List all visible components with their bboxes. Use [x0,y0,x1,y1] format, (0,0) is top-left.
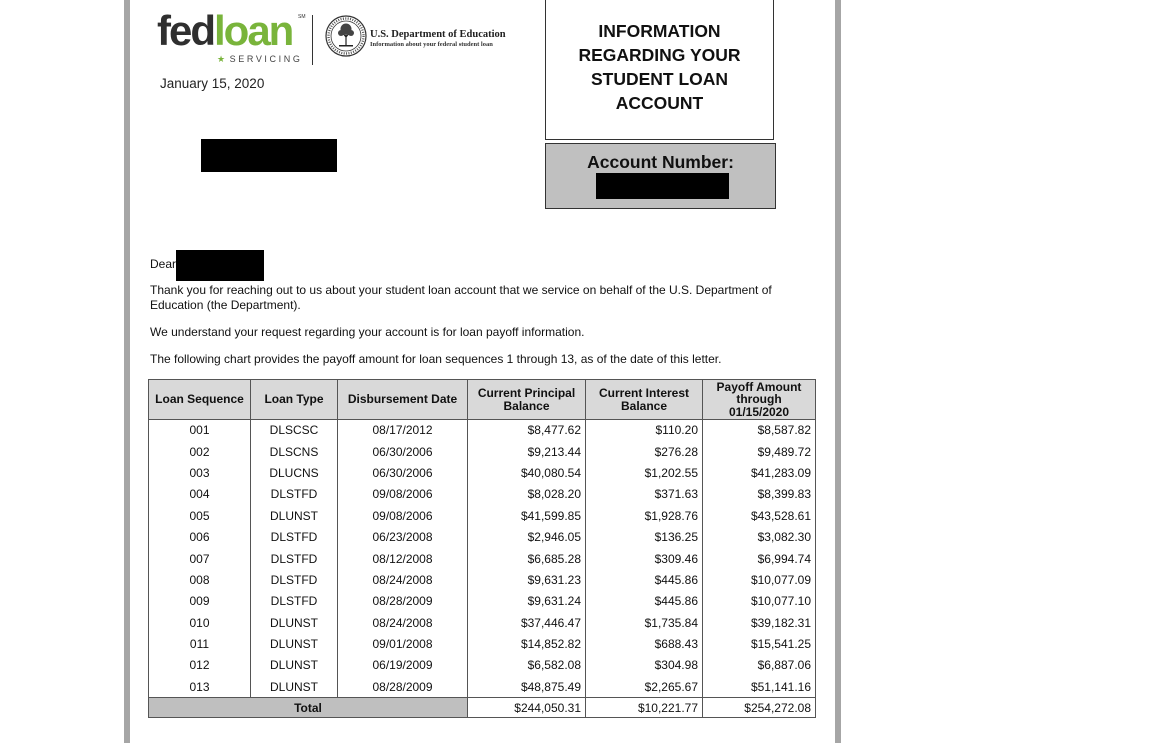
column-header: Loan Sequence [149,380,251,420]
loan-sequence-cell: 013 [149,676,251,697]
loan-type-cell: DLSTFD [251,569,338,590]
total-interest: $10,221.77 [586,698,703,718]
table-row [149,548,816,569]
disbursement-date-cell: 09/08/2006 [338,484,468,505]
table-row [149,569,816,590]
info-title-line: REGARDING YOUR [578,45,741,65]
interest-balance-cell: $309.46 [586,548,703,569]
info-title-line: ACCOUNT [615,93,704,113]
loan-type-cell: DLUNST [251,633,338,654]
loan-sequence-cell: 004 [149,484,251,505]
page-right-edge [835,0,841,743]
payoff-amount-cell: $3,082.30 [703,526,816,547]
disbursement-date-cell: 09/01/2008 [338,633,468,654]
loan-sequence-cell: 012 [149,655,251,676]
payoff-amount-cell: $15,541.25 [703,633,816,654]
logo-divider [312,15,313,65]
principal-balance-cell: $41,599.85 [468,505,586,526]
table-row [149,441,816,462]
principal-balance-cell: $9,631.23 [468,569,586,590]
interest-balance-cell: $371.63 [586,484,703,505]
interest-balance-cell: $304.98 [586,655,703,676]
payoff-amount-cell: $9,489.72 [703,441,816,462]
interest-balance-cell: $1,735.84 [586,612,703,633]
loan-type-cell: DLSTFD [251,526,338,547]
table-row [149,420,816,441]
disbursement-date-cell: 09/08/2006 [338,505,468,526]
table-row [149,484,816,505]
info-title-line: STUDENT LOAN [590,69,729,89]
loan-sequence-cell: 010 [149,612,251,633]
loan-sequence-cell: 011 [149,633,251,654]
info-title-box [545,0,774,140]
loan-sequence-cell: 001 [149,420,251,441]
payoff-amount-cell: $51,141.16 [703,676,816,697]
interest-balance-cell: $1,202.55 [586,462,703,483]
interest-balance-cell: $136.25 [586,526,703,547]
table-header-row [149,380,816,420]
department-tagline: Information about your federal student loan [370,41,493,48]
loan-type-cell: DLSCSC [251,420,338,441]
interest-balance-cell: $276.28 [586,441,703,462]
column-header: Disbursement Date [338,380,468,420]
principal-balance-cell: $14,852.82 [468,633,586,654]
table-row [149,676,816,697]
principal-balance-cell: $9,631.24 [468,591,586,612]
salutation: Dear [150,257,177,271]
disbursement-date-cell: 08/28/2009 [338,591,468,612]
payoff-table [148,379,816,718]
department-name-block [370,29,506,48]
total-principal: $244,050.31 [468,698,586,718]
payoff-amount-cell: $8,399.83 [703,484,816,505]
column-header: Current Principal Balance [468,380,586,420]
table-row [149,633,816,654]
loan-type-cell: DLSTFD [251,548,338,569]
account-number-label: Account Number: [587,152,734,172]
principal-balance-cell: $37,446.47 [468,612,586,633]
payoff-amount-cell: $6,994.74 [703,548,816,569]
principal-balance-cell: $8,477.62 [468,420,586,441]
table-row [149,462,816,483]
payoff-amount-cell: $39,182.31 [703,612,816,633]
paragraph-request: We understand your request regarding your account is for loan payoff information. [150,325,585,339]
payoff-amount-cell: $10,077.09 [703,569,816,590]
info-title-line: INFORMATION [598,21,721,41]
department-seal-icon [325,15,367,57]
total-payoff: $254,272.08 [703,698,816,718]
principal-balance-cell: $6,582.08 [468,655,586,676]
payoff-amount-cell: $6,887.06 [703,655,816,676]
info-title [546,19,773,115]
loan-type-cell: DLUNST [251,655,338,676]
interest-balance-cell: $110.20 [586,420,703,441]
principal-balance-cell: $9,213.44 [468,441,586,462]
disbursement-date-cell: 06/30/2006 [338,462,468,483]
loan-type-cell: DLSTFD [251,484,338,505]
paragraph-chart-intro: The following chart provides the payoff amount for loan sequences 1 through 13, as of the date of this letter. [150,352,722,366]
loan-sequence-cell: 003 [149,462,251,483]
redacted-account-number [596,173,729,199]
logo-fed-text: fed [157,7,214,54]
table-total-row [149,698,816,718]
payoff-amount-cell: $43,528.61 [703,505,816,526]
interest-balance-cell: $688.43 [586,633,703,654]
paragraph-intro: Thank you for reaching out to us about your student loan account that we service on behalf of the U.S. Department of Education (the Department). [150,283,772,312]
loan-type-cell: DLUNST [251,505,338,526]
loan-type-cell: DLUNST [251,676,338,697]
disbursement-date-cell: 08/28/2009 [338,676,468,697]
star-icon: ★ [217,54,228,64]
redacted-addressee [176,250,264,281]
table-row [149,655,816,676]
payoff-amount-cell: $8,587.82 [703,420,816,441]
loan-sequence-cell: 009 [149,591,251,612]
page-left-edge [124,0,130,743]
column-header: Payoff Amount through 01/15/2020 [703,380,816,420]
loan-sequence-cell: 007 [149,548,251,569]
loan-type-cell: DLSCNS [251,441,338,462]
disbursement-date-cell: 08/24/2008 [338,612,468,633]
disbursement-date-cell: 06/30/2006 [338,441,468,462]
interest-balance-cell: $1,928.76 [586,505,703,526]
disbursement-date-cell: 08/17/2012 [338,420,468,441]
principal-balance-cell: $48,875.49 [468,676,586,697]
disbursement-date-cell: 08/24/2008 [338,569,468,590]
column-header: Loan Type [251,380,338,420]
total-label: Total [149,698,468,718]
logo-loan-text: loan [214,7,293,54]
table-row [149,526,816,547]
interest-balance-cell: $2,265.67 [586,676,703,697]
table-body [149,420,816,698]
loan-sequence-cell: 002 [149,441,251,462]
letter-date: January 15, 2020 [160,76,265,91]
table-row [149,505,816,526]
loan-sequence-cell: 005 [149,505,251,526]
loan-type-cell: DLSTFD [251,591,338,612]
loan-type-cell: DLUNST [251,612,338,633]
logo-servicing-text: SERVICING [229,54,303,64]
disbursement-date-cell: 06/19/2009 [338,655,468,676]
logo-service-mark: SM [298,14,306,20]
loan-type-cell: DLUCNS [251,462,338,483]
redacted-recipient-name [201,139,337,172]
interest-balance-cell: $445.86 [586,569,703,590]
payoff-amount-cell: $41,283.09 [703,462,816,483]
principal-balance-cell: $2,946.05 [468,526,586,547]
table-row [149,591,816,612]
loan-sequence-cell: 008 [149,569,251,590]
payoff-amount-cell: $10,077.10 [703,591,816,612]
principal-balance-cell: $8,028.20 [468,484,586,505]
department-name: U.S. Department of Education [370,29,506,40]
principal-balance-cell: $40,080.54 [468,462,586,483]
interest-balance-cell: $445.86 [586,591,703,612]
loan-sequence-cell: 006 [149,526,251,547]
disbursement-date-cell: 06/23/2008 [338,526,468,547]
principal-balance-cell: $6,685.28 [468,548,586,569]
column-header: Current Interest Balance [586,380,703,420]
disbursement-date-cell: 08/12/2008 [338,548,468,569]
table-row [149,612,816,633]
